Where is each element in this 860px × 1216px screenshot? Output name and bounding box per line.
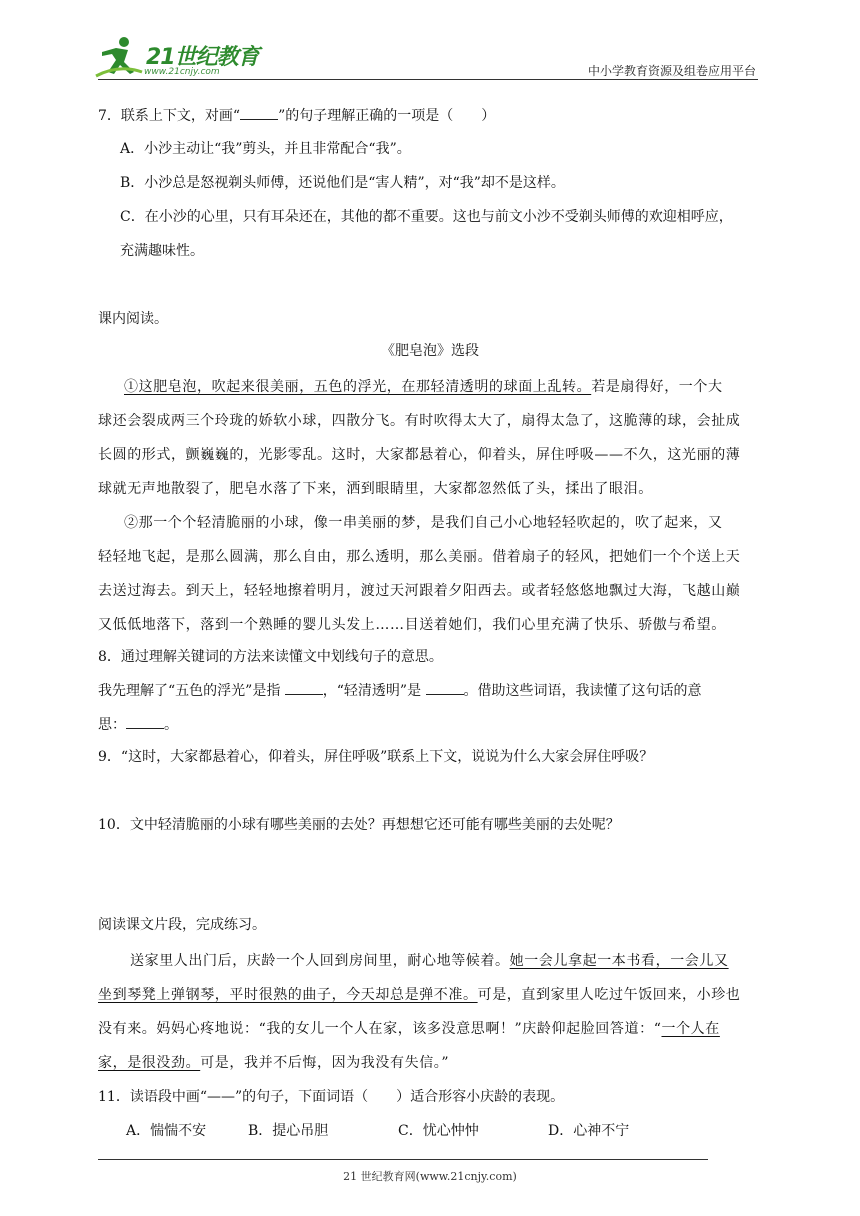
q7-option-c-line1: C．在小沙的心里，只有耳朵还在，其他的都不重要。这也与前文小沙不受剃头师傅的欢迎相呼应，: [120, 209, 733, 225]
q8-blank-3[interactable]: [126, 714, 164, 729]
logo-text: 21世纪教育: [146, 45, 259, 70]
q11-option-c: C．忧心忡忡: [398, 1123, 479, 1139]
q11-option-d: D．心神不宁: [548, 1123, 630, 1139]
q7-stem: 7．联系上下文，对画“ ”的句子理解正确的一项是（ ）: [98, 105, 495, 126]
q8-fill-line1: 我先理解了“五色的浮光”是指 ，“轻清透明”是 。借助这些词语，我读懂了这句话的意: [98, 680, 702, 701]
logo-url: www.21cnjy.com: [144, 67, 220, 77]
passage1-p2-line4: 又低低地落下，落到一个熟睡的婴儿头发上……目送着她们，我们心里充满了快乐、骄傲与希望。: [98, 617, 726, 633]
passage2-line2: 坐到琴凳上弹钢琴，平时很熟的曲子，今天却总是弹不准。可是，直到家里人吃过午饭回来，小珍也: [98, 987, 741, 1003]
passage2-line3: 没有来。妈妈心疼地说：“我的女儿一个人在家，该多没意思啊！”庆龄仰起脸回答道：“一个人在: [98, 1021, 720, 1037]
site-logo: [94, 34, 264, 82]
passage1-p2-line1: ②那一个个轻清脆丽的小球，像一串美丽的梦，是我们自己小心地轻轻吹起的，吹了起来，又: [124, 515, 723, 531]
q11-option-b: B．提心吊胆: [248, 1123, 329, 1139]
passage1-p2-line3: 去送过海去。到天上，轻轻地擦着明月，渡过天河跟着夕阳西去。或者轻悠悠地飘过大海，飞越山巅: [98, 583, 741, 599]
footer-divider: [98, 1159, 708, 1160]
header-platform-text: 中小学教育资源及组卷应用平台: [587, 64, 756, 78]
q7-option-a: A．小沙主动让“我”剪头，并且非常配合“我”。: [120, 141, 411, 157]
passage1-p1-line2: 球还会裂成两三个玲珑的娇软小球，四散分飞。有时吹得太大了，扇得太急了，这脆薄的球，会扯成: [98, 413, 741, 429]
passage2-line1: 送家里人出门后，庆龄一个人回到房间里，耐心地等候着。她一会儿拿起一本书看，一会儿又: [130, 953, 729, 969]
q7-option-c-line2: 充满趣味性。: [120, 243, 204, 259]
section-label-in-class-reading: 课内阅读。: [98, 311, 168, 327]
q7-underline-marker: [240, 105, 278, 120]
q8-blank-1[interactable]: [285, 680, 323, 695]
q11-stem: 11．读语段中画“——”的句子，下面词语（ ）适合形容小庆龄的表现。: [98, 1089, 565, 1105]
passage2-line4: 家，是很没劲。可是，我并不后悔，因为我没有失信。”: [98, 1055, 450, 1071]
passage1-title: 《肥皂泡》选段: [381, 343, 479, 359]
q10-stem: 10．文中轻清脆丽的小球有哪些美丽的去处？再想想它还可能有哪些美丽的去处呢？: [98, 817, 620, 833]
runner-logo-icon: [94, 34, 144, 80]
q8-blank-2[interactable]: [426, 680, 464, 695]
passage1-p1-line4: 球就无声地散裂了，肥皂水落了下来，洒到眼睛里，大家都忽然低了头，揉出了眼泪。: [98, 481, 653, 497]
header-divider: [98, 79, 758, 80]
q11-option-a: A．惴惴不安: [126, 1123, 207, 1139]
q8-fill-line2: 思： 。: [98, 714, 178, 735]
q9-stem: 9．“这时，大家都悬着心，仰着头，屏住呼吸”联系上下文，说说为什么大家会屏住呼吸？: [98, 749, 654, 765]
passage1-p2-line2: 轻轻地飞起，是那么圆满，那么自由，那么透明，那么美丽。借着扇子的轻风，把她们一个个送上天: [98, 549, 741, 565]
footer-text: 21 世纪教育网(www.21cnjy.com): [343, 1170, 517, 1183]
q8-stem: 8．通过理解关键词的方法来读懂文中划线句子的意思。: [98, 649, 443, 665]
q7-option-b: B．小沙总是怒视剃头师傅，还说他们是“害人精”，对“我”却不是这样。: [120, 175, 565, 191]
passage1-p1-line3: 长圆的形式，颤巍巍的，光影零乱。这时，大家都悬着心，仰着头，屏住呼吸——不久，这光丽的薄: [98, 447, 741, 463]
passage1-p1-line1: ①这肥皂泡，吹起来很美丽，五色的浮光，在那轻清透明的球面上乱转。若是扇得好，一个大: [124, 379, 723, 395]
section-label-read-excerpt: 阅读课文片段，完成练习。: [98, 917, 266, 933]
